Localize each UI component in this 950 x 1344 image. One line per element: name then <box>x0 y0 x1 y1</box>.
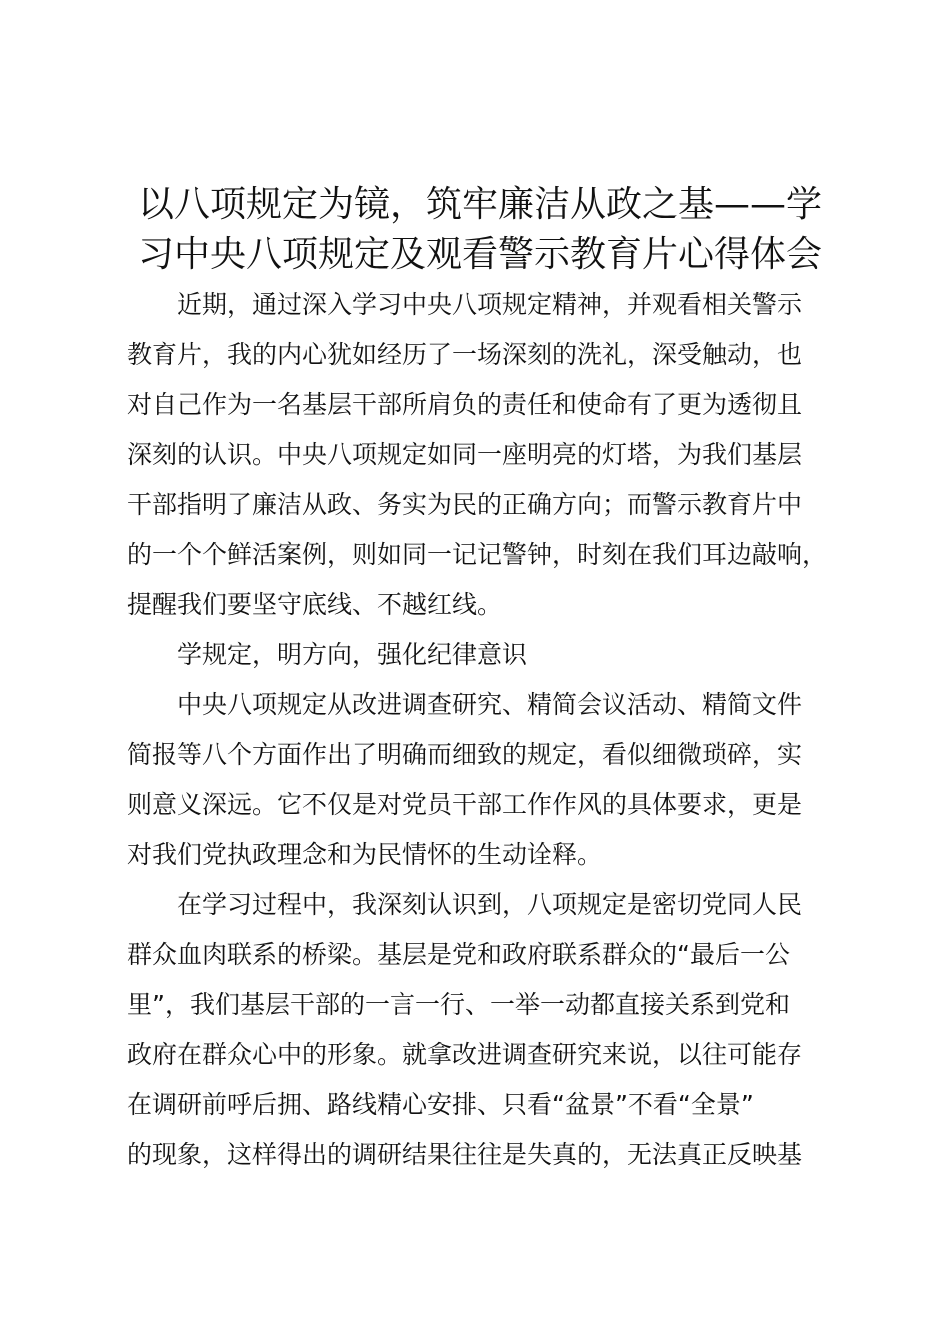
paragraph-line: 深刻的认识。中央八项规定如同一座明亮的灯塔，为我们基层 <box>127 440 803 469</box>
section-heading <box>127 630 867 680</box>
paragraph-line: 的一个个鲜活案例，则如同一记记警钟，时刻在我们耳边敲响， <box>127 540 828 569</box>
paragraph-line: 简报等八个方面作出了明确而细致的规定，看似细微琐碎，实 <box>127 740 803 769</box>
paragraph-learning <box>127 880 867 1180</box>
paragraph-line: 对自己作为一名基层干部所肩负的责任和使命有了更为透彻且 <box>127 390 803 419</box>
paragraph-intro <box>127 280 867 630</box>
paragraph-line: 在调研前呼后拥、路线精心安排、只看“盆景”不看“全景” <box>127 1090 754 1119</box>
paragraph-line: 在学习过程中，我深刻认识到，八项规定是密切党同人民 <box>177 890 803 919</box>
paragraph-line: 的现象，这样得出的调研结果往往是失真的，无法真正反映基 <box>127 1140 803 1169</box>
paragraph-line: 干部指明了廉洁从政、务实为民的正确方向；而警示教育片中 <box>127 490 803 519</box>
section-heading-line: 学规定，明方向，强化纪律意识 <box>177 640 528 669</box>
title-line: 习中央八项规定及观看警示教育片心得体会 <box>137 234 822 275</box>
document-body <box>127 280 867 1180</box>
paragraph-line: 政府在群众心中的形象。就拿改进调查研究来说，以往可能存 <box>127 1040 803 1069</box>
paragraph-line: 对我们党执政理念和为民情怀的生动诠释。 <box>127 840 603 869</box>
paragraph-line: 则意义深远。它不仅是对党员干部工作作风的具体要求，更是 <box>127 790 803 819</box>
paragraph-line: 里”，我们基层干部的一言一行、一举一动都直接关系到党和 <box>127 990 790 1019</box>
paragraph-line: 中央八项规定从改进调查研究、精简会议活动、精简文件 <box>177 690 803 719</box>
paragraph-line: 群众血肉联系的桥梁。基层是党和政府联系群众的“最后一公 <box>127 940 790 969</box>
paragraph-line: 近期，通过深入学习中央八项规定精神，并观看相关警示 <box>177 290 803 319</box>
paragraph-line: 教育片，我的内心犹如经历了一场深刻的洗礼，深受触动，也 <box>127 340 803 369</box>
title-line: 以八项规定为镜，筑牢廉洁从政之基——学 <box>137 184 822 225</box>
paragraph-rules <box>127 680 867 880</box>
paragraph-line: 提醒我们要坚守底线、不越红线。 <box>127 590 503 619</box>
document-title <box>120 180 840 280</box>
